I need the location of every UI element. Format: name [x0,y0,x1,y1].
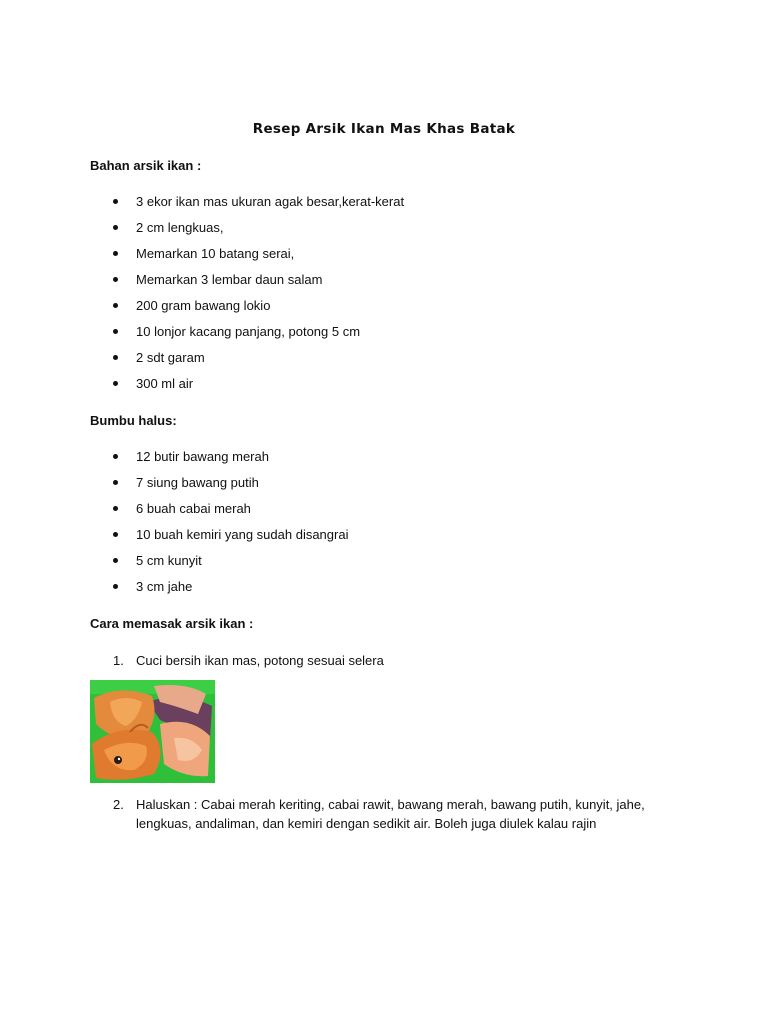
bullet-icon [113,381,118,386]
bullet-icon [113,199,118,204]
bahan-heading: Bahan arsik ikan : [90,158,202,173]
step-number: 1. [113,653,124,668]
bullet-icon [113,584,118,589]
list-item-text: 6 buah cabai merah [136,501,251,516]
fish-pieces-photo [90,680,215,783]
list-item-text: Memarkan 10 batang serai, [136,246,295,261]
list-item-text: 2 sdt garam [136,350,205,365]
cara-heading: Cara memasak arsik ikan : [90,616,254,631]
list-item-text: 10 buah kemiri yang sudah disangrai [136,527,349,542]
list-item-text: Memarkan 3 lembar daun salam [136,272,323,287]
step-text: Haluskan : Cabai merah keriting, cabai rawit, bawang merah, bawang putih, kunyit, jahe, lengkuas, andaliman, dan kemiri dengan sedikit air. Boleh juga diulek kalau rajin [136,797,645,831]
bullet-icon [113,225,118,230]
bullet-icon [113,329,118,334]
list-item-text: 5 cm kunyit [136,553,202,568]
bullet-icon [113,355,118,360]
list-item-text: 3 cm jahe [136,579,193,594]
list-item-text: 3 ekor ikan mas ukuran agak besar,kerat-kerat [136,194,405,209]
bumbu-heading: Bumbu halus: [90,413,177,428]
bullet-icon [113,454,118,459]
step-text: Cuci bersih ikan mas, potong sesuai selera [136,653,384,668]
bullet-icon [113,532,118,537]
list-item-text: 200 gram bawang lokio [136,298,271,313]
bullet-icon [113,558,118,563]
step-number: 2. [113,797,124,812]
bullet-icon [113,251,118,256]
list-item-text: 2 cm lengkuas, [136,220,224,235]
list-item-text: 7 siung bawang putih [136,475,259,490]
bullet-icon [113,277,118,282]
bullet-icon [113,506,118,511]
document-title: Resep Arsik Ikan Mas Khas Batak [252,121,516,137]
list-item-text: 10 lonjor kacang panjang, potong 5 cm [136,324,361,339]
list-item-text: 12 butir bawang merah [136,449,269,464]
bullet-icon [113,303,118,308]
bullet-icon [113,480,118,485]
list-item-text: 300 ml air [136,376,194,391]
